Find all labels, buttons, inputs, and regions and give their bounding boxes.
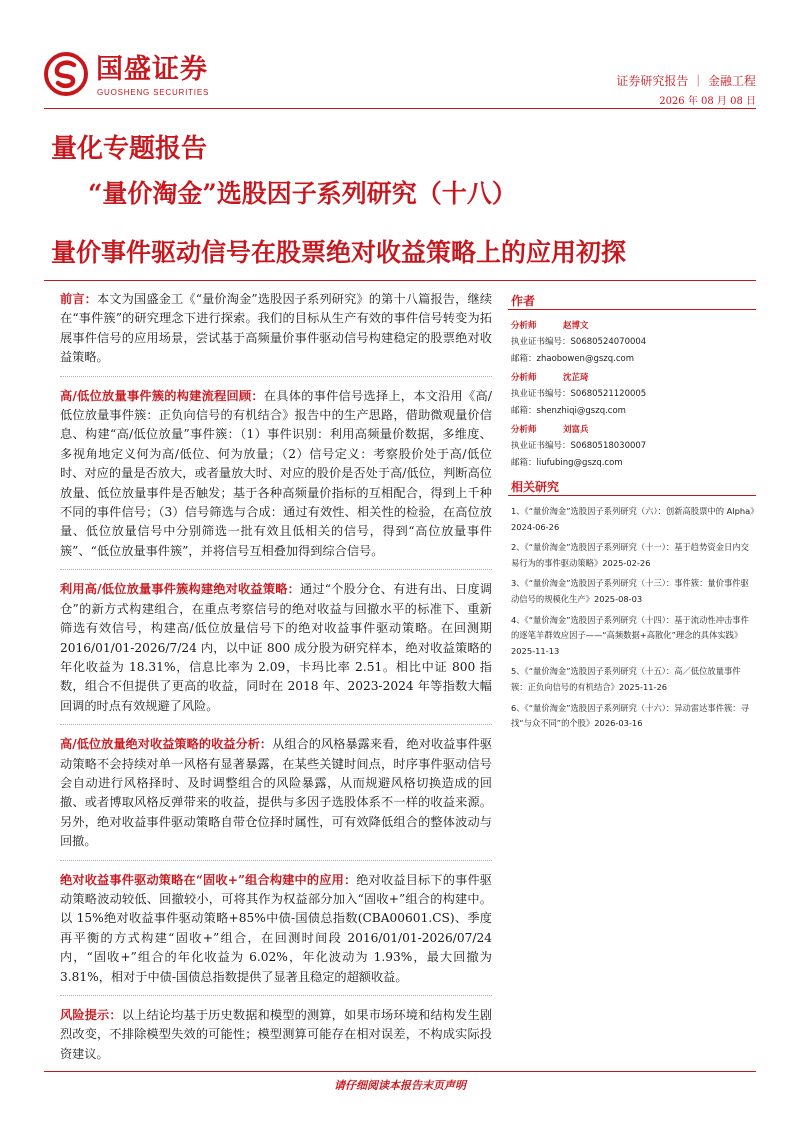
section-divider bbox=[60, 569, 492, 570]
section-construction bbox=[60, 387, 492, 562]
logo-chinese: 国盛证券 bbox=[96, 54, 208, 85]
related-research bbox=[508, 478, 756, 732]
related-item[interactable]: 2、《“量价淘金”选股因子系列研究（十一）：基于趋势资金日内交易行为的事件驱动策略》2025-02-26 bbox=[511, 542, 749, 568]
section-text: 以上结论均基于历史数据和模型的测算，如果市场环境和结构发生剧烈改变，不排除模型失效的可能性；模型测算可能存在相对误差，不构成实际投资建议。 bbox=[60, 1008, 493, 1061]
footer-disclaimer: 请仔细阅读本报告末页声明 bbox=[334, 1079, 466, 1092]
logo-english: GUOSHENG SECURITIES bbox=[97, 88, 210, 97]
sidebar bbox=[508, 292, 756, 737]
document-type: 量化专题报告 bbox=[51, 134, 208, 164]
section-lead: 高/低位放量绝对收益策略的收益分析： bbox=[60, 737, 273, 752]
report-category: 证券研究报告 ｜ 金融工程 bbox=[616, 74, 756, 88]
analyst-role: 分析师 bbox=[511, 425, 537, 435]
section-analysis bbox=[60, 735, 492, 851]
analyst-card bbox=[508, 318, 756, 368]
analyst-role: 分析师 bbox=[511, 321, 537, 331]
analyst-role: 分析师 bbox=[511, 373, 537, 383]
section-lead: 利用高/低位放量事件簇构建绝对收益策略： bbox=[60, 582, 300, 597]
related-heading: 相关研究 bbox=[508, 478, 756, 496]
analyst-card bbox=[508, 370, 756, 420]
analyst-name: 刘富兵 bbox=[563, 425, 589, 435]
section-risk bbox=[60, 1006, 492, 1064]
section-text: 通过“个股分仓、有进有出、日度调仓”的新方式构建组合，在重点考察信号的绝对收益与回撤水平的标准下、重新筛选有效信号，构建高/低位放量信号下的绝对收益事件驱动策略。在回测期 2016/01/01-2026/7/24 内，以中证 800 成分股为研究样本，绝对收益策略的年化收益为 18.31%，信息比率为 2.09，卡玛比率 2.51。相比中证 800 指数，组合不但提供了更高的收益，同时在 2018 年、2023-2024 年等指数大幅回调的时点有效规避了风险。 bbox=[60, 582, 493, 713]
section-lead: 风险提示： bbox=[60, 1008, 122, 1022]
related-item[interactable]: 6、《“量价淘金”选股因子系列研究（十六）：异动雷达事件簇：寻找“与众不同”的个股》2026-03-16 bbox=[511, 702, 749, 729]
section-lead: 绝对收益事件驱动策略在“固收+”组合构建中的应用： bbox=[60, 872, 357, 887]
analyst-email[interactable]: zhaobowen@gszq.com bbox=[536, 354, 634, 364]
analyst-email[interactable]: liufubing@gszq.com bbox=[536, 458, 623, 468]
license-label: 执业证书编号： bbox=[511, 389, 571, 399]
series-title: “量价淘金”选股因子系列研究（十八） bbox=[88, 179, 517, 208]
section-intro bbox=[60, 290, 492, 368]
analyst-name: 赵博文 bbox=[563, 321, 589, 331]
related-item[interactable]: 5、《“量价淘金”选股因子系列研究（十五）：高／低位放量事件簇：正负向信号的有机结合》2025-11-26 bbox=[511, 666, 741, 692]
license-number: S0680521120005 bbox=[570, 389, 647, 399]
related-item[interactable]: 1、《“量价淘金”选股因子系列研究（六）：创新高股票中的 Alpha》2024-06-26 bbox=[511, 506, 755, 532]
page-title: 量价事件驱动信号在股票绝对收益策略上的应用初探 bbox=[51, 238, 627, 267]
license-number: S0680518030007 bbox=[570, 441, 647, 451]
email-label: 邮箱： bbox=[511, 354, 537, 364]
header-divider bbox=[44, 108, 756, 109]
guosheng-logo-icon bbox=[44, 52, 88, 96]
license-label: 执业证书编号： bbox=[511, 337, 571, 347]
section-divider bbox=[60, 376, 492, 377]
section-divider bbox=[60, 724, 492, 725]
section-divider bbox=[60, 860, 492, 861]
related-item[interactable]: 4、《“量价淘金”选股因子系列研究（十四）：基于流动性冲击事件的逐笔羊群效应因子——“高频数据+高散化”理念的具体实践》2025-11-13 bbox=[511, 614, 749, 656]
page-header bbox=[0, 0, 800, 108]
main-content bbox=[60, 290, 492, 1072]
analyst-name: 沈芷琦 bbox=[563, 373, 589, 383]
title-divider bbox=[44, 280, 756, 281]
email-label: 邮箱： bbox=[511, 458, 537, 468]
authors-heading: 作者 bbox=[508, 292, 756, 310]
related-item[interactable]: 3、《“量价淘金”选股因子系列研究（十三）：事件簇：量价事件驱动信号的规模化生产》2025-08-03 bbox=[511, 578, 749, 604]
section-lead: 前言： bbox=[60, 292, 98, 306]
section-divider bbox=[60, 995, 492, 996]
analyst-email[interactable]: shenzhiqi@gszq.com bbox=[536, 406, 626, 416]
license-label: 执业证书编号： bbox=[511, 441, 571, 451]
analyst-card bbox=[508, 422, 756, 472]
report-date: 2026 年 08 月 08 日 bbox=[659, 96, 756, 107]
section-text: 从组合的风格暴露来看，绝对收益事件驱动策略不会持续对单一风格有显著暴露，在某些关键时间点，时序事件驱动信号会自动进行风格择时、及时调整组合的风险暴露，从而规避风格切换造成的回撤、或者博取风格反弹带来的收益，提供与多因子选股体系不一样的收益来源。另外，绝对收益事件驱动策略自带仓位择时属性，可有效降低组合的整体波动与回撤。 bbox=[60, 737, 493, 849]
email-label: 邮箱： bbox=[511, 406, 537, 416]
section-lead: 高/低位放量事件簇的构建流程回顾： bbox=[60, 388, 264, 403]
footer-divider bbox=[44, 1071, 756, 1072]
section-text: 本文为国盛金工《“量价淘金”选股因子系列研究》的第十八篇报告，继续在“事件簇”的研究理念下进行探索。我们的目标从生产有效的事件信号转变为拓展事件信号的应用场景，尝试基于高频量价事件驱动信号构建稳定的股票绝对收益策略。 bbox=[60, 292, 493, 365]
section-strategy bbox=[60, 580, 492, 716]
section-fixed-income bbox=[60, 871, 492, 987]
section-text: 绝对收益目标下的事件驱动策略波动较低、回撤较小，可将其作为权益部分加入“固收+”组合的构建中。以 15%绝对收益事件驱动策略+85%中债-国债总指数(CBA00601.CS)、季度再平衡的方式构建“固收+”组合，在回测时间段 2016/01/01-2026/07/24 内，“固收+”组合的年化收益为 6.02%，年化波动为 1.93%，最大回撤为 3.81%，相对于中债-国债总指数提供了显著且稳定的超额收益。 bbox=[60, 872, 492, 984]
section-text: 在具体的事件信号选择上，本文沿用《高/低位放量事件簇：正负向信号的有机结合》报告中的生产思路，借助微观量价信息、构建“高/低位放量”事件簇：（1）事件识别：利用高频量价数据，多维度、多视角地定义何为高/低位、何为放量；（2）信号定义：考察股价处于高/低位时、对应的量是否放大，或者量放大时、对应的股价是否处于高/低位，判断高位放量、低位放量事件是否触发；基于各种高频量价指标的互相配合，得到上千种不同的事件信号；（3）信号筛选与合成：通过有效性、相关性的检验，在高位放量、低位放量信号中分别筛选一批有效且低相关的信号，得到“高位放量事件簇”、“低位放量事件簇”，并将信号互相叠加得到综合信号。 bbox=[60, 388, 493, 558]
license-number: S0680524070004 bbox=[570, 337, 647, 347]
